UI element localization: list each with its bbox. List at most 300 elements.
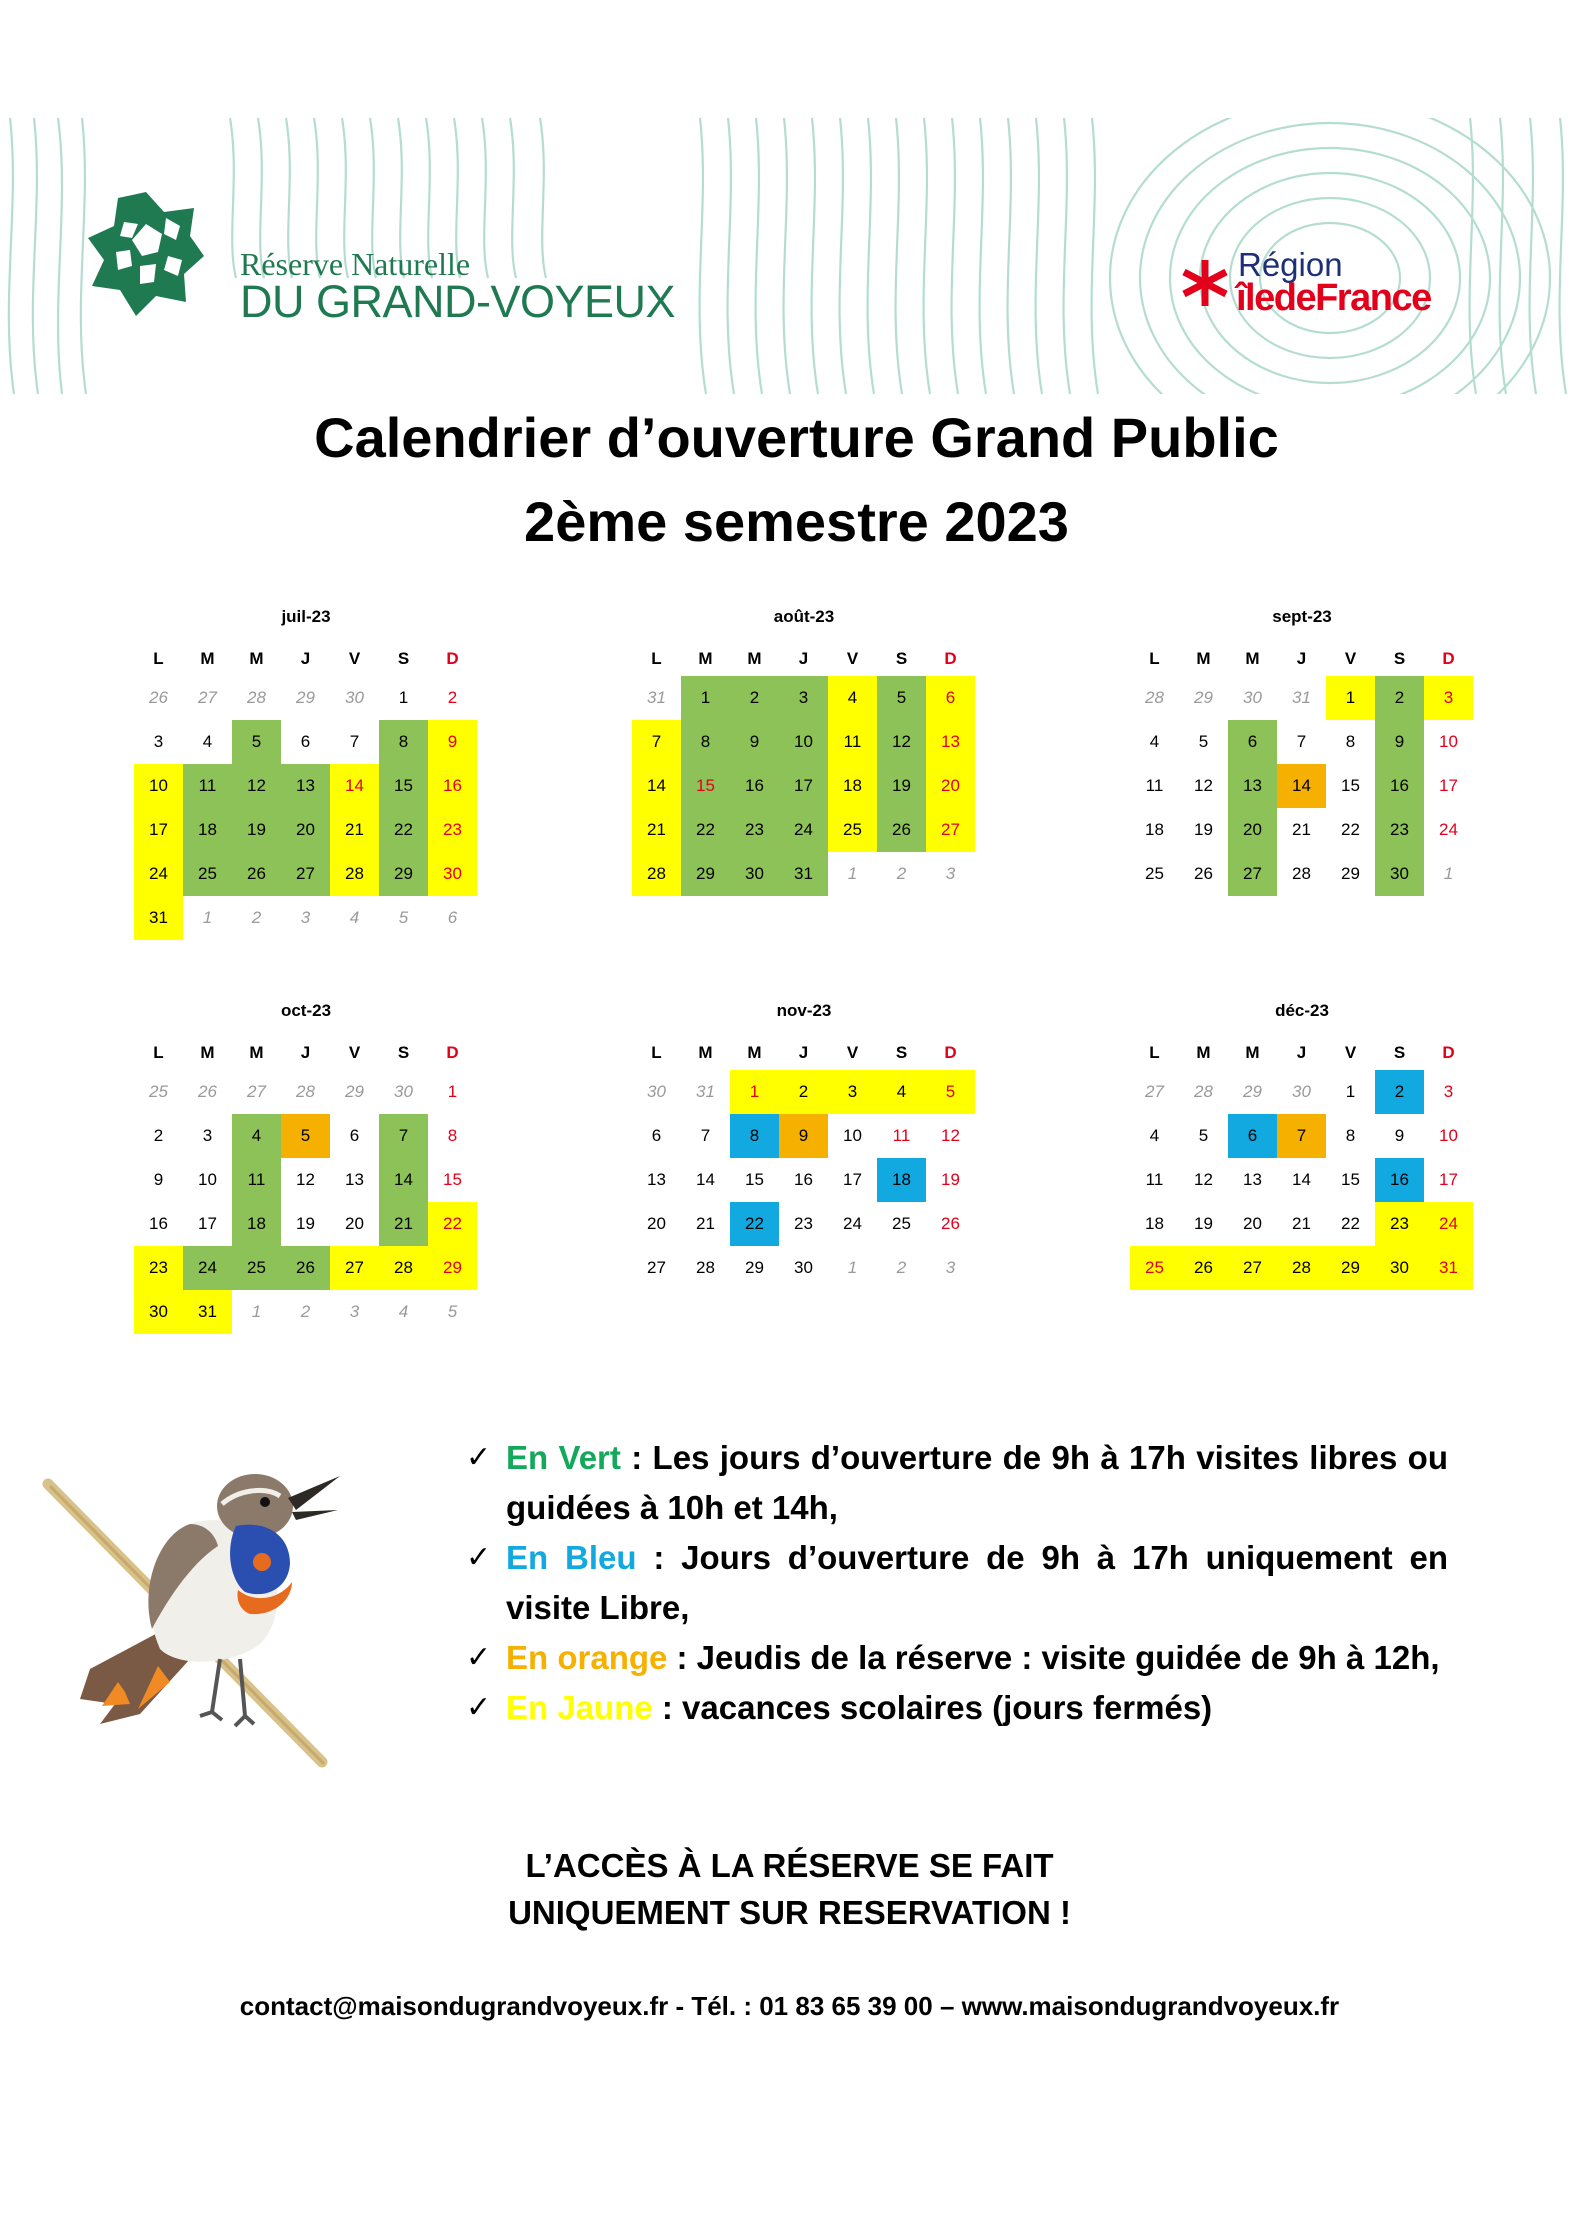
weekday-header: M [200,1043,215,1062]
calendar-day: 15 [379,764,428,808]
calendar-day: 1 [847,1258,858,1277]
calendar-day: 19 [232,808,281,852]
calendar-day: 20 [926,764,975,808]
calendar-day: 3 [202,1126,213,1145]
legend-key: En orange [506,1639,668,1676]
calendar-day: 24 [1424,1202,1473,1246]
calendar-day: 21 [632,808,681,852]
legend-text: : Jeudis de la réserve : visite guidée de 9h à 12h, [667,1639,1440,1676]
calendar-day: 20 [1243,1214,1262,1233]
calendar-day: 24 [183,1246,232,1290]
calendar-day: 11 [1145,1170,1164,1189]
legend-item [466,1633,1448,1683]
weekday-header: L [651,1043,662,1062]
legend-item [466,1683,1448,1733]
weekday-header: J [1296,649,1307,668]
weekday-header: V [846,649,859,668]
weekday-header: S [397,649,410,668]
calendar-day: 4 [1149,1126,1160,1145]
weekday-header: M [200,649,215,668]
calendar-day: 26 [198,1082,217,1101]
calendar-day: 19 [877,764,926,808]
calendar-day: 3 [300,908,311,927]
calendar-day: 29 [428,1246,477,1290]
calendar-day: 12 [232,764,281,808]
month-calendar [632,1001,976,1290]
calendar-day: 14 [1277,764,1326,808]
calendar-day: 1 [730,1070,779,1114]
calendar-day: 21 [330,808,379,852]
calendar-day: 13 [345,1170,364,1189]
calendar-day: 29 [745,1258,764,1277]
month-calendar [1130,1001,1474,1290]
calendar-day: 1 [398,688,409,707]
calendar-day: 16 [730,764,779,808]
calendar-day: 3 [1443,1082,1454,1101]
contact-footer: contact@maisondugrandvoyeux.fr - Tél. : 01 83 65 39 00 – www.maisondugrandvoyeux.fr [239,1991,1340,2021]
month-title: déc-23 [1275,1001,1329,1020]
page-subtitle: 2ème semestre 2023 [524,490,1069,553]
calendar-day: 7 [1296,732,1307,751]
calendar-day: 2 [1375,1070,1424,1114]
calendar-day: 16 [794,1170,813,1189]
legend-item [466,1433,1448,1533]
legend [466,1433,1448,1733]
calendar-day: 10 [1439,732,1458,751]
weekday-header: M [698,1043,713,1062]
calendar-day: 8 [730,1114,779,1158]
calendar-day: 4 [202,732,213,751]
calendar-day: 26 [1179,1246,1228,1290]
calendar-day: 1 [1345,1082,1356,1101]
calendar-day: 5 [398,908,409,927]
calendar-day: 2 [896,864,907,883]
calendar-day: 2 [153,1126,164,1145]
calendar-day: 4 [232,1114,281,1158]
calendar-day: 11 [183,764,232,808]
checkmark-icon: ✓ [466,1691,492,1724]
calendar-day: 5 [281,1114,330,1158]
calendar-day: 22 [428,1202,477,1246]
org-name-line2: DU GRAND-VOYEUX [240,276,676,327]
calendar-day: 3 [828,1070,877,1114]
calendar-day: 30 [794,1258,813,1277]
calendar-day: 3 [349,1302,360,1321]
calendar-day: 8 [447,1126,458,1145]
calendar-day: 31 [134,896,183,940]
calendar-day: 7 [379,1114,428,1158]
calendar-day: 11 [892,1126,911,1145]
calendar-day: 26 [941,1214,960,1233]
calendar-day: 15 [443,1170,462,1189]
calendar-day: 27 [647,1258,666,1277]
calendar-day: 31 [696,1082,715,1101]
calendar-day: 15 [681,764,730,808]
calendar-day: 4 [398,1302,409,1321]
calendar-day: 24 [134,852,183,896]
calendar-day: 9 [730,720,779,764]
calendar-day: 9 [428,720,477,764]
calendar-day: 13 [926,720,975,764]
org-name-line1: Réserve Naturelle [240,246,471,282]
legend-text: : vacances scolaires (jours fermés) [652,1689,1213,1726]
calendar-day: 5 [232,720,281,764]
legend-item [466,1533,1448,1633]
reserve-logo-icon [86,190,206,320]
weekday-header: M [249,1043,264,1062]
weekday-header: S [1393,649,1406,668]
weekday-header: M [1196,1043,1211,1062]
weekday-header: M [1196,649,1211,668]
calendar-day: 15 [745,1170,764,1189]
calendar-day: 5 [926,1070,975,1114]
calendar-day: 3 [945,1258,956,1277]
calendar-day: 23 [794,1214,813,1233]
calendar-day: 28 [330,852,379,896]
calendar-day: 8 [379,720,428,764]
calendar-day: 12 [296,1170,315,1189]
calendar-day: 11 [828,720,877,764]
weekday-header: M [1245,1043,1260,1062]
weekday-header: S [397,1043,410,1062]
calendar-day: 22 [1341,1214,1360,1233]
month-title: nov-23 [776,1001,832,1020]
calendar-day: 13 [1228,764,1277,808]
calendar-day: 12 [1194,1170,1213,1189]
calendar-day: 31 [1424,1246,1473,1290]
month-calendar [134,607,478,940]
calendar-day: 22 [681,808,730,852]
weekday-header: L [1149,1043,1160,1062]
calendar-day: 14 [379,1158,428,1202]
calendar-day: 3 [779,676,828,720]
calendar-day: 17 [134,808,183,852]
calendar-day: 18 [828,764,877,808]
calendar-day: 23 [134,1246,183,1290]
calendar-day: 7 [632,720,681,764]
calendar-day: 15 [1341,1170,1360,1189]
weekday-header: S [895,1043,908,1062]
calendar-day: 6 [300,732,311,751]
calendar-day: 16 [1375,1158,1424,1202]
calendar-day: 11 [1145,776,1164,795]
weekday-header: V [348,649,361,668]
calendar-day: 9 [1375,720,1424,764]
calendar-day: 24 [779,808,828,852]
month-title: sept-23 [1272,607,1332,626]
weekday-header: L [153,1043,164,1062]
calendar-day: 4 [828,676,877,720]
calendar-day: 25 [232,1246,281,1290]
legend-text: : Jours d’ouverture de 9h à 17h uniquement en visite Libre, [506,1539,1448,1626]
calendar-day: 2 [447,688,458,707]
calendar-day: 8 [1345,732,1356,751]
bluethroat-bird-illustration [40,1454,350,1774]
calendar-day: 13 [1243,1170,1262,1189]
calendar-day: 1 [847,864,858,883]
calendar-day: 12 [877,720,926,764]
month-title: août-23 [773,607,835,626]
calendar-day: 1 [202,908,213,927]
calendar-day: 19 [941,1170,960,1189]
calendar-day: 25 [1130,1246,1179,1290]
calendar-day: 23 [428,808,477,852]
weekday-header: J [798,1043,809,1062]
reservation-notice-line2: UNIQUEMENT SUR RESERVATION ! [508,1894,1071,1931]
calendar-day: 6 [1228,1114,1277,1158]
weekday-header: D [1442,649,1455,668]
calendar-day: 27 [1228,852,1277,896]
calendar-day: 30 [1243,688,1262,707]
calendar-day: 2 [779,1070,828,1114]
calendar-day: 10 [843,1126,862,1145]
calendar-day: 21 [1292,1214,1311,1233]
weekday-header: J [300,1043,311,1062]
calendar-day: 30 [345,688,364,707]
weekday-header: M [249,649,264,668]
weekday-header: S [895,649,908,668]
calendar-day: 8 [681,720,730,764]
calendar-day: 23 [1375,1202,1424,1246]
legend-text: : Les jours d’ouverture de 9h à 17h visites libres ou guidées à 10h et 14h, [506,1439,1448,1526]
calendar-day: 16 [428,764,477,808]
calendar-day: 9 [1394,1126,1405,1145]
calendar-day: 30 [428,852,477,896]
region-star-icon [1180,258,1230,308]
calendar-day: 1 [681,676,730,720]
calendar-day: 27 [1228,1246,1277,1290]
calendar-day: 25 [828,808,877,852]
calendar-day: 23 [1375,808,1424,852]
calendar-day: 16 [1375,764,1424,808]
calendar-day: 22 [379,808,428,852]
calendar-day: 2 [896,1258,907,1277]
reservation-notice-line1: L’ACCÈS À LA RÉSERVE SE FAIT [525,1847,1054,1884]
calendar-day: 19 [296,1214,315,1233]
legend-key: En Jaune [506,1689,653,1726]
weekday-header: D [446,649,459,668]
calendar-day: 29 [1194,688,1213,707]
calendar-day: 30 [1292,1082,1311,1101]
weekday-header: V [1344,649,1357,668]
month-calendar [1130,607,1474,896]
legend-key: En Bleu [506,1539,637,1576]
calendar-day: 29 [379,852,428,896]
calendar-day: 7 [700,1126,711,1145]
calendar-day: 12 [941,1126,960,1145]
weekday-header: D [1442,1043,1455,1062]
calendar-day: 7 [349,732,360,751]
calendar-day: 27 [281,852,330,896]
calendar-day: 27 [198,688,217,707]
calendar-day: 1 [447,1082,458,1101]
calendar-day: 30 [647,1082,666,1101]
calendar-day: 31 [647,688,666,707]
calendar-day: 28 [1277,1246,1326,1290]
calendar-day: 28 [632,852,681,896]
month-calendar [632,607,976,896]
checkmark-icon: ✓ [466,1441,492,1474]
month-calendar [134,1001,478,1334]
weekday-header: S [1393,1043,1406,1062]
calendar-day: 29 [1326,1246,1375,1290]
calendar-day: 2 [1375,676,1424,720]
weekday-header: J [300,649,311,668]
calendar-day: 26 [877,808,926,852]
month-title: juil-23 [281,607,331,626]
weekday-header: D [944,649,957,668]
calendar-day: 6 [1228,720,1277,764]
weekday-header: J [798,649,809,668]
page-title: Calendrier d’ouverture Grand Public [314,406,1279,469]
calendar-day: 5 [1198,1126,1209,1145]
calendar-day: 27 [1145,1082,1164,1101]
calendar-day: 17 [843,1170,862,1189]
calendar-day: 1 [1443,864,1454,883]
calendar-day: 17 [779,764,828,808]
calendar-day: 18 [183,808,232,852]
calendar-day: 30 [134,1290,183,1334]
calendar-day: 25 [1145,864,1164,883]
calendar-day: 30 [1375,852,1424,896]
calendar-day: 14 [696,1170,715,1189]
calendar-day: 16 [149,1214,168,1233]
calendar-day: 1 [251,1302,262,1321]
calendar-day: 26 [281,1246,330,1290]
calendar-day: 24 [843,1214,862,1233]
weekday-header: V [846,1043,859,1062]
calendar-day: 4 [1149,732,1160,751]
calendar-day: 18 [1145,1214,1164,1233]
calendar-day: 3 [945,864,956,883]
calendar-day: 21 [1292,820,1311,839]
calendar-day: 29 [296,688,315,707]
calendar-day: 28 [379,1246,428,1290]
calendar-day: 19 [1194,820,1213,839]
calendar-day: 31 [1292,688,1311,707]
calendar-day: 6 [651,1126,662,1145]
calendar-day: 1 [1326,676,1375,720]
region-line1: Région [1238,246,1343,283]
calendar-day: 27 [926,808,975,852]
weekday-header: D [944,1043,957,1062]
calendar-day: 14 [632,764,681,808]
calendar-day: 27 [330,1246,379,1290]
calendar-day: 4 [349,908,360,927]
calendar-day: 20 [345,1214,364,1233]
weekday-header: D [446,1043,459,1062]
weekday-header: V [1344,1043,1357,1062]
calendar-day: 20 [1228,808,1277,852]
calendar-day: 3 [153,732,164,751]
calendar-day: 13 [281,764,330,808]
weekday-header: M [747,1043,762,1062]
weekday-header: L [651,649,662,668]
calendar-day: 7 [1277,1114,1326,1158]
calendar-day: 17 [1439,776,1458,795]
calendar-day: 28 [296,1082,315,1101]
calendar-day: 18 [877,1158,926,1202]
calendar-day: 31 [779,852,828,896]
calendar-day: 17 [1439,1170,1458,1189]
calendar-day: 29 [345,1082,364,1101]
calendar-day: 26 [149,688,168,707]
calendar-day: 10 [779,720,828,764]
calendar-day: 6 [447,908,458,927]
calendar-day: 5 [447,1302,458,1321]
calendar-day: 14 [330,764,379,808]
calendar-day: 9 [779,1114,828,1158]
calendar-day: 6 [349,1126,360,1145]
calendar-day: 23 [730,808,779,852]
calendar-day: 12 [1194,776,1213,795]
month-title: oct-23 [280,1001,332,1020]
weekday-header: L [153,649,164,668]
calendar-day: 9 [153,1170,164,1189]
calendar-day: 28 [1292,864,1311,883]
calendar-day: 11 [232,1158,281,1202]
calendar-day: 2 [730,676,779,720]
calendar-day: 29 [681,852,730,896]
calendar-day: 30 [730,852,779,896]
calendar-day: 10 [1439,1126,1458,1145]
calendar-day: 24 [1439,820,1458,839]
calendar-day: 2 [251,908,262,927]
calendar-day: 13 [647,1170,666,1189]
calendar-day: 18 [1145,820,1164,839]
calendar-day: 27 [247,1082,266,1101]
calendar-day: 5 [1198,732,1209,751]
calendar-day: 28 [247,688,266,707]
calendar-day: 26 [232,852,281,896]
weekday-header: J [1296,1043,1307,1062]
calendar-day: 4 [877,1070,926,1114]
calendar-day: 21 [379,1202,428,1246]
calendar-day: 3 [1424,676,1473,720]
calendar-day: 28 [696,1258,715,1277]
weekday-header: M [747,649,762,668]
calendar-day: 20 [647,1214,666,1233]
calendar-day: 10 [134,764,183,808]
calendar-day: 26 [1194,864,1213,883]
calendar-day: 17 [198,1214,217,1233]
calendar-day: 5 [877,676,926,720]
calendar-day: 31 [183,1290,232,1334]
calendar-day: 28 [1145,688,1164,707]
calendar-day: 25 [892,1214,911,1233]
calendar-day: 25 [183,852,232,896]
calendar-day: 30 [1375,1246,1424,1290]
calendar-day: 14 [1292,1170,1311,1189]
calendar-day: 28 [1194,1082,1213,1101]
region-line2: îledeFrance [1236,277,1431,319]
weekday-header: M [1245,649,1260,668]
calendar-day: 29 [1341,864,1360,883]
calendar-day: 18 [232,1202,281,1246]
calendar-day: 20 [281,808,330,852]
calendar-day: 30 [394,1082,413,1101]
calendar-day: 21 [696,1214,715,1233]
calendar-day: 8 [1345,1126,1356,1145]
calendar-day: 10 [198,1170,217,1189]
checkmark-icon: ✓ [466,1641,492,1674]
calendar-day: 15 [1341,776,1360,795]
calendar-day: 2 [300,1302,311,1321]
calendar-day: 22 [730,1202,779,1246]
legend-key: En Vert [506,1439,621,1476]
calendar-day: 25 [149,1082,168,1101]
weekday-header: V [348,1043,361,1062]
